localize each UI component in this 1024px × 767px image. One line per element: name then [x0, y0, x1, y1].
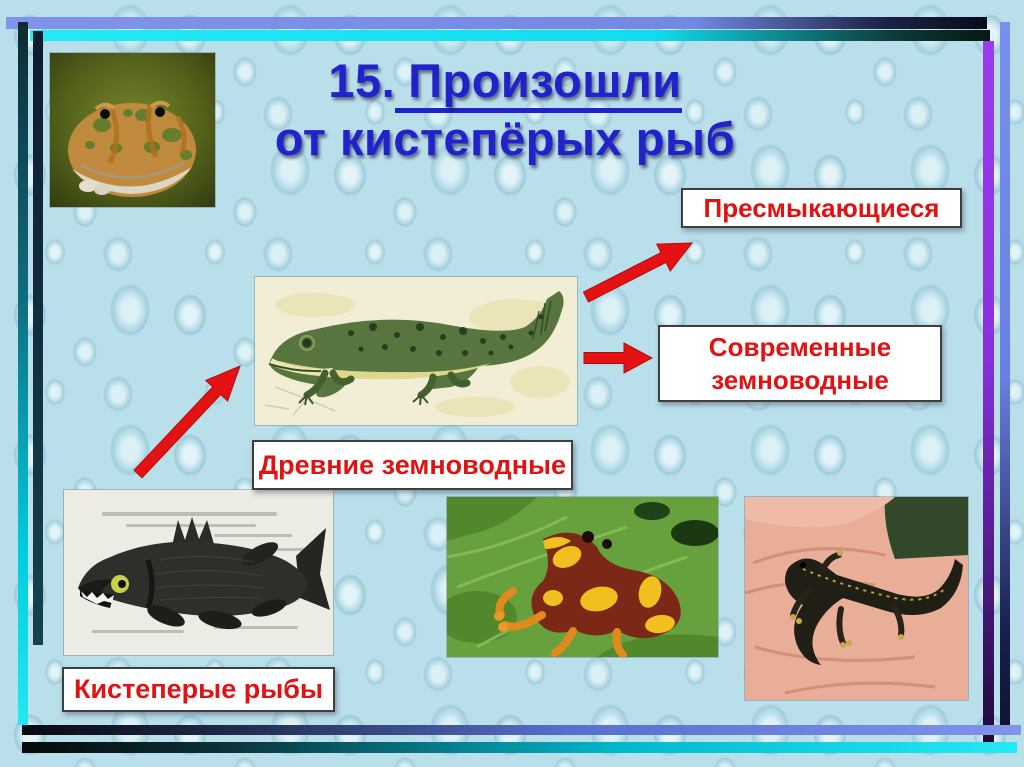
- frame-line-top-cyan: [30, 30, 990, 41]
- title-line-2: от кистепёрых рыб: [274, 112, 736, 165]
- frame-line-right-purple: [983, 41, 994, 742]
- horned-frog-photo: [50, 53, 215, 207]
- arrow-fish-to-ancient-amphibian: [134, 366, 240, 478]
- arrow-to-reptiles: [584, 243, 693, 302]
- frame-line-right-cornflower: [1000, 22, 1010, 734]
- frame-line-bottom-cornflower: [22, 725, 1021, 735]
- label-box-lobe-finned-fishes: [62, 667, 335, 712]
- title-line-1: [225, 52, 785, 110]
- label-box-reptiles: [681, 188, 962, 228]
- label-modern-amphibians: Современные земноводные: [708, 331, 892, 395]
- frame-line-left-cyan: [18, 22, 28, 725]
- label-lobe-finned-fishes: Кистеперые рыбы: [73, 674, 323, 704]
- title-number: 15.: [328, 54, 396, 107]
- label-box-ancient-amphibians: [252, 440, 573, 490]
- frame-line-left-dark: [33, 31, 43, 645]
- label-box-modern-amphibians: [658, 325, 942, 402]
- title-underlined-word: Произошли: [395, 54, 681, 113]
- newt-in-hand-photo: [745, 497, 968, 700]
- arrow-to-modern-amphibians: [584, 343, 652, 373]
- label-reptiles: Пресмыкающиеся: [703, 192, 940, 223]
- label-ancient-amphibians: Древние земноводные: [258, 449, 567, 480]
- page-title: [225, 52, 785, 168]
- frame-line-bottom-cyan: [22, 742, 1017, 753]
- coelacanth-drawing: [64, 490, 333, 655]
- frame-line-top-cornflower: [6, 17, 987, 29]
- harlequin-frog-photo: [447, 497, 718, 657]
- ancient-amphibian-drawing: [255, 277, 577, 425]
